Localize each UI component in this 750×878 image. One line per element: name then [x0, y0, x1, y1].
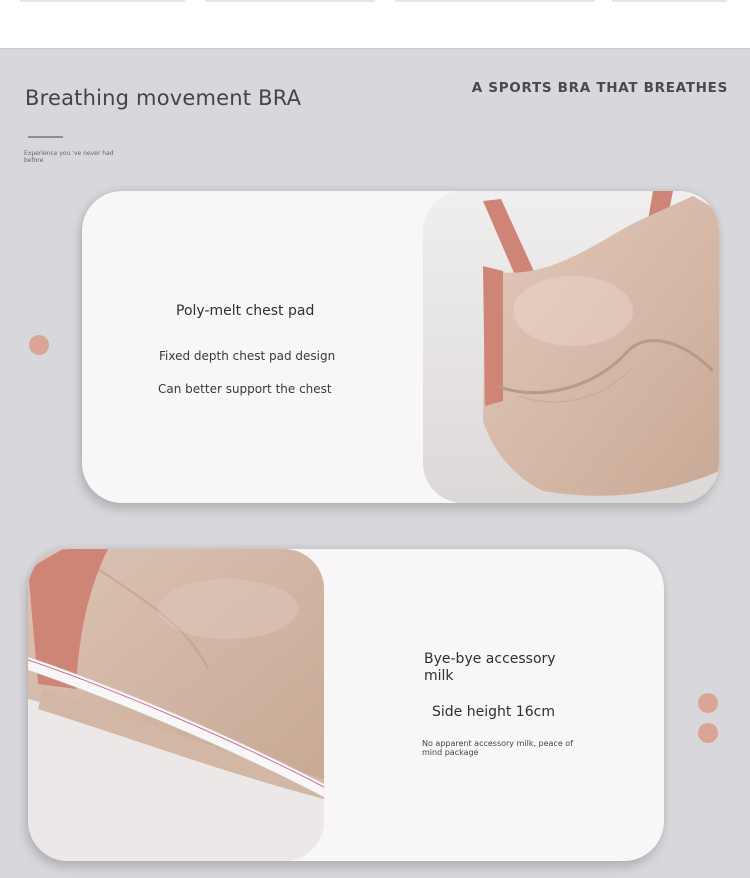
feature-heading: Poly-melt chest pad: [176, 303, 315, 319]
bra-cup-illustration: [423, 191, 719, 503]
title-underline: [28, 136, 63, 138]
decorative-dot: [29, 335, 49, 355]
page-subtitle: Experience you 've never had before: [24, 150, 114, 164]
decorative-dot: [698, 693, 718, 713]
feature-note: No apparent accessory milk, peace of mind package: [422, 739, 574, 757]
bra-side-illustration: [28, 549, 324, 861]
decorative-dot: [698, 723, 718, 743]
page-title: Breathing movement BRA: [25, 86, 302, 110]
top-strip: [0, 0, 750, 49]
top-divider: [205, 0, 375, 2]
page-tagline: A SPORTS BRA THAT BREATHES: [471, 80, 728, 96]
feature-line: Side height 16cm: [432, 704, 555, 720]
feature-card-side-height: [28, 549, 664, 861]
feature-card-chest-pad: [82, 191, 719, 503]
feature-line: Fixed depth chest pad design: [159, 349, 336, 363]
top-divider: [395, 0, 595, 2]
top-divider: [612, 0, 727, 2]
top-divider: [20, 0, 185, 2]
feature-heading: Bye-bye accessory milk: [424, 651, 556, 684]
side-height-photo: [28, 549, 324, 861]
feature-line: Can better support the chest: [158, 382, 332, 396]
chest-pad-photo: [423, 191, 719, 503]
